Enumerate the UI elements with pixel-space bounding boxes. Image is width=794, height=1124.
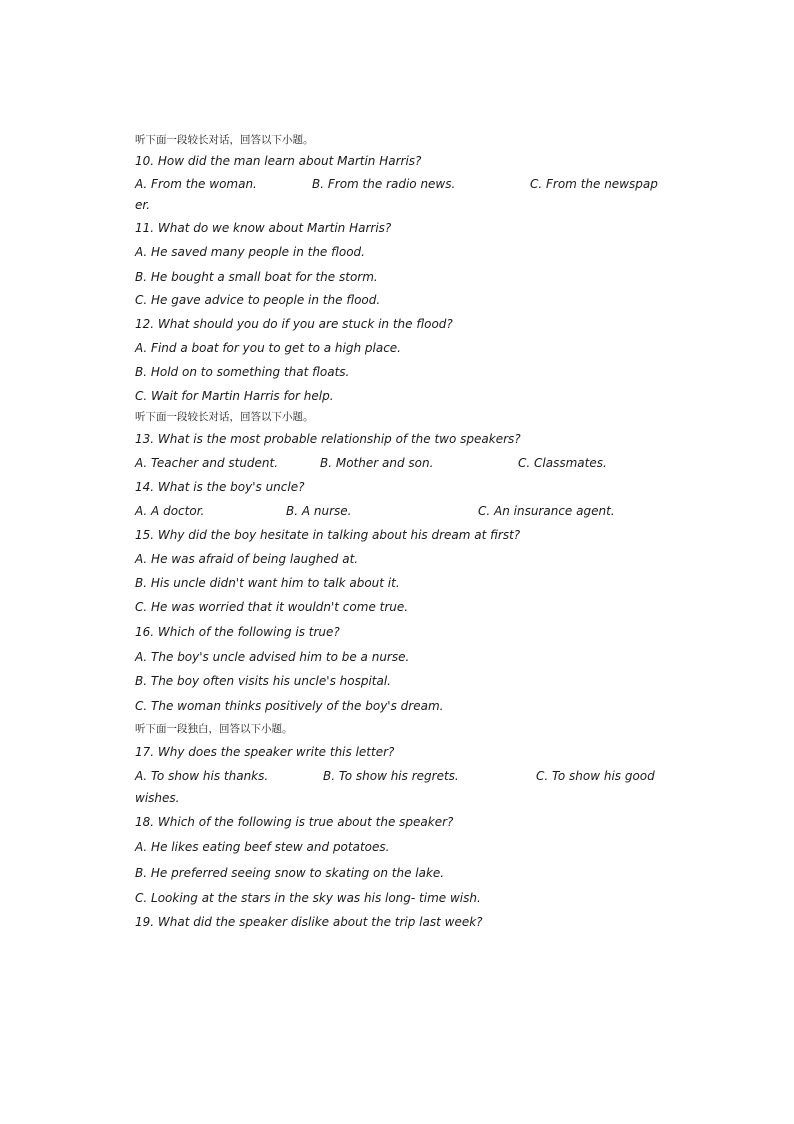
q11-option-b: B. He bought a small boat for the storm.	[135, 270, 378, 284]
q10-option-c-continued: er.	[135, 198, 151, 212]
q13-option-b: B. Mother and son.	[320, 456, 434, 470]
q15-option-c: C. He was worried that it wouldn't come true.	[135, 600, 409, 614]
q17-option-a: A. To show his thanks.	[135, 769, 269, 783]
q12-option-b: B. Hold on to something that floats.	[135, 365, 350, 379]
q15-option-b: B. His uncle didn't want him to talk about it.	[135, 576, 400, 590]
q14-option-b: B. A nurse.	[286, 504, 352, 518]
q10-option-c: C. From the newspap	[530, 177, 658, 191]
q12-option-c: C. Wait for Martin Harris for help.	[135, 389, 334, 403]
q13-option-c: C. Classmates.	[518, 456, 607, 470]
q11-option-c: C. He gave advice to people in the flood.	[135, 293, 381, 307]
question-13: 13. What is the most probable relationship of the two speakers?	[135, 432, 521, 446]
q18-option-c: C. Looking at the stars in the sky was his long- time wish.	[135, 891, 481, 905]
q18-option-a: A. He likes eating beef stew and potatoes.	[135, 840, 390, 854]
question-19: 19. What did the speaker dislike about the trip last week?	[135, 915, 483, 929]
question-10: 10. How did the man learn about Martin Harris?	[135, 154, 422, 168]
q10-option-a: A. From the woman.	[135, 177, 257, 191]
section-intro: 听下面一段独白，回答以下小题。	[135, 723, 293, 735]
question-16: 16. Which of the following is true?	[135, 625, 340, 639]
section-intro: 听下面一段较长对话，回答以下小题。	[135, 411, 314, 423]
q13-option-a: A. Teacher and student.	[135, 456, 279, 470]
q16-option-a: A. The boy's uncle advised him to be a nurse.	[135, 650, 410, 664]
q16-option-b: B. The boy often visits his uncle's hospital.	[135, 674, 391, 688]
question-15: 15. Why did the boy hesitate in talking about his dream at first?	[135, 528, 521, 542]
q18-option-b: B. He preferred seeing snow to skating on the lake.	[135, 866, 445, 880]
q14-option-a: A. A doctor.	[135, 504, 205, 518]
q16-option-c: C. The woman thinks positively of the boy's dream.	[135, 699, 444, 713]
q17-option-b: B. To show his regrets.	[323, 769, 459, 783]
q15-option-a: A. He was afraid of being laughed at.	[135, 552, 359, 566]
section-intro: 听下面一段较长对话，回答以下小题。	[135, 134, 314, 146]
q10-option-b: B. From the radio news.	[312, 177, 456, 191]
q11-option-a: A. He saved many people in the flood.	[135, 245, 365, 259]
question-17: 17. Why does the speaker write this letter?	[135, 745, 395, 759]
question-18: 18. Which of the following is true about the speaker?	[135, 815, 454, 829]
question-11: 11. What do we know about Martin Harris?	[135, 221, 392, 235]
question-14: 14. What is the boy's uncle?	[135, 480, 305, 494]
question-12: 12. What should you do if you are stuck in the flood?	[135, 317, 453, 331]
q12-option-a: A. Find a boat for you to get to a high place.	[135, 341, 401, 355]
q17-option-c: C. To show his good	[536, 769, 655, 783]
q17-option-c-continued: wishes.	[135, 791, 180, 805]
q14-option-c: C. An insurance agent.	[478, 504, 615, 518]
